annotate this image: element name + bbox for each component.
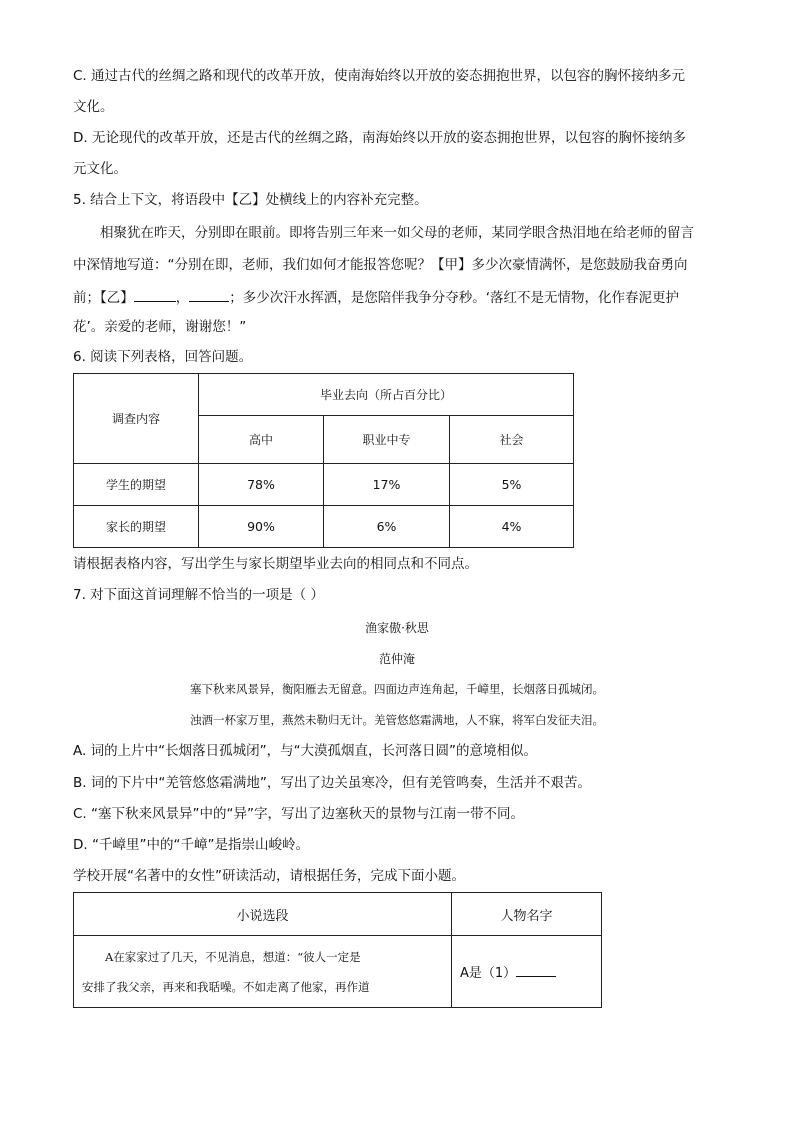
option-c: C. “塞下秋来风景异”中的“异”字，写出了边塞秋天的景物与江南一带不同。 [73, 806, 524, 822]
option-d-line2: 元文化。 [73, 161, 127, 177]
poem-author: 范仲淹 [378, 652, 415, 666]
option-c-line1: C. 通过古代的丝绸之路和现代的改革开放，使南海始终以开放的姿态拥抱世界，以包容的胸怀接纳多元 [73, 68, 686, 84]
option-a: A. 词的上片中“长烟落日孤城闭”，与“大漠孤烟直，长河落日圆”的意境相似。 [73, 743, 538, 759]
answer-blank-2[interactable] [189, 287, 229, 302]
row-label: 家长的期望 [74, 506, 199, 548]
answer-blank-1[interactable] [134, 287, 176, 302]
answer-blank-character[interactable] [516, 962, 556, 977]
row-header-cell: 调查内容 [74, 374, 199, 464]
q5-para-line3-start: 前；【乙】 [73, 290, 134, 306]
q5-stem: 5. 结合上下文，将语段中【乙】处横线上的内容补充完整。 [73, 192, 428, 208]
column-header-vocational: 职业中专 [324, 416, 450, 464]
table-cell: 4% [450, 506, 574, 548]
survey-table [73, 373, 574, 548]
group-header-cell: 毕业去向（所占百分比） [199, 374, 574, 416]
column-header-high-school: 高中 [199, 416, 324, 464]
q7-stem: 7. 对下面这首词理解不恰当的一项是（ ） [73, 587, 324, 603]
table-cell: 5% [450, 464, 574, 506]
q6-stem: 6. 阅读下列表格，回答问题。 [73, 349, 253, 365]
row-label: 学生的期望 [74, 464, 199, 506]
answer-cell [452, 936, 602, 1008]
excerpt-line-1: A在家家过了几天，不见消息，想道：“彼人一定是 [105, 949, 361, 964]
table-cell: 78% [199, 464, 324, 506]
option-b: B. 词的下片中“羌管悠悠霜满地”，写出了边关虽寒冷，但有羌管鸣奏，生活并不艰苦。 [73, 775, 591, 791]
q5-para-line3 [73, 287, 679, 308]
q5-para-line2: 中深情地写道：“分别在即，老师，我们如何才能报答您呢？【甲】多少次豪情满怀，是您鼓励我奋勇向 [73, 257, 688, 273]
q5-para-line4: 花’。亲爱的老师，谢谢您！” [73, 319, 247, 335]
q5-para-line1: 相聚犹在昨天，分别即在眼前。即将告别三年来一如父母的老师，某同学眼含热泪地在给老师的留言 [100, 225, 694, 241]
table-cell: 6% [324, 506, 450, 548]
excerpt-line-2: 安排了我父亲，再来和我聒噪。不如走离了他家，再作道 [82, 979, 370, 994]
header-character: 人物名字 [452, 893, 602, 936]
excerpt-cell [74, 936, 452, 1008]
table-cell: 90% [199, 506, 324, 548]
answer-label: A是（1） [460, 966, 517, 981]
option-c-line2: 文化。 [73, 99, 114, 115]
reading-task-table [73, 892, 602, 1008]
table-row [74, 464, 574, 506]
header-excerpt: 小说选段 [74, 893, 452, 936]
poem-line-1: 塞下秋来风景异，衡阳雁去无留意。四面边声连角起，千嶂里，长烟落日孤城闭。 [190, 682, 604, 696]
q6-question: 请根据表格内容，写出学生与家长期望毕业去向的相同点和不同点。 [73, 556, 478, 572]
q5-para-line3-end: ；多少次汗水挥洒，是您陪伴我争分夺秒。‘落红不是无情物，化作春泥更护 [229, 290, 680, 306]
table-row [74, 506, 574, 548]
task-intro: 学校开展“名著中的女性”研读活动，请根据任务，完成下面小题。 [73, 868, 465, 884]
poem-title: 渔家傲·秋思 [365, 621, 429, 635]
poem-line-2: 浊酒一杯家万里，燕然未勒归无计。羌管悠悠霜满地，人不寐，将军白发征夫泪。 [190, 713, 604, 727]
option-d-line1: D. 无论现代的改革开放，还是古代的丝绸之路，南海始终以开放的姿态拥抱世界，以包容的胸怀接纳多 [73, 130, 686, 146]
table-cell: 17% [324, 464, 450, 506]
column-header-society: 社会 [450, 416, 574, 464]
option-d: D. “千嶂里”中的“千嶂”是指崇山峻岭。 [73, 837, 309, 853]
q5-comma: ， [175, 290, 190, 306]
